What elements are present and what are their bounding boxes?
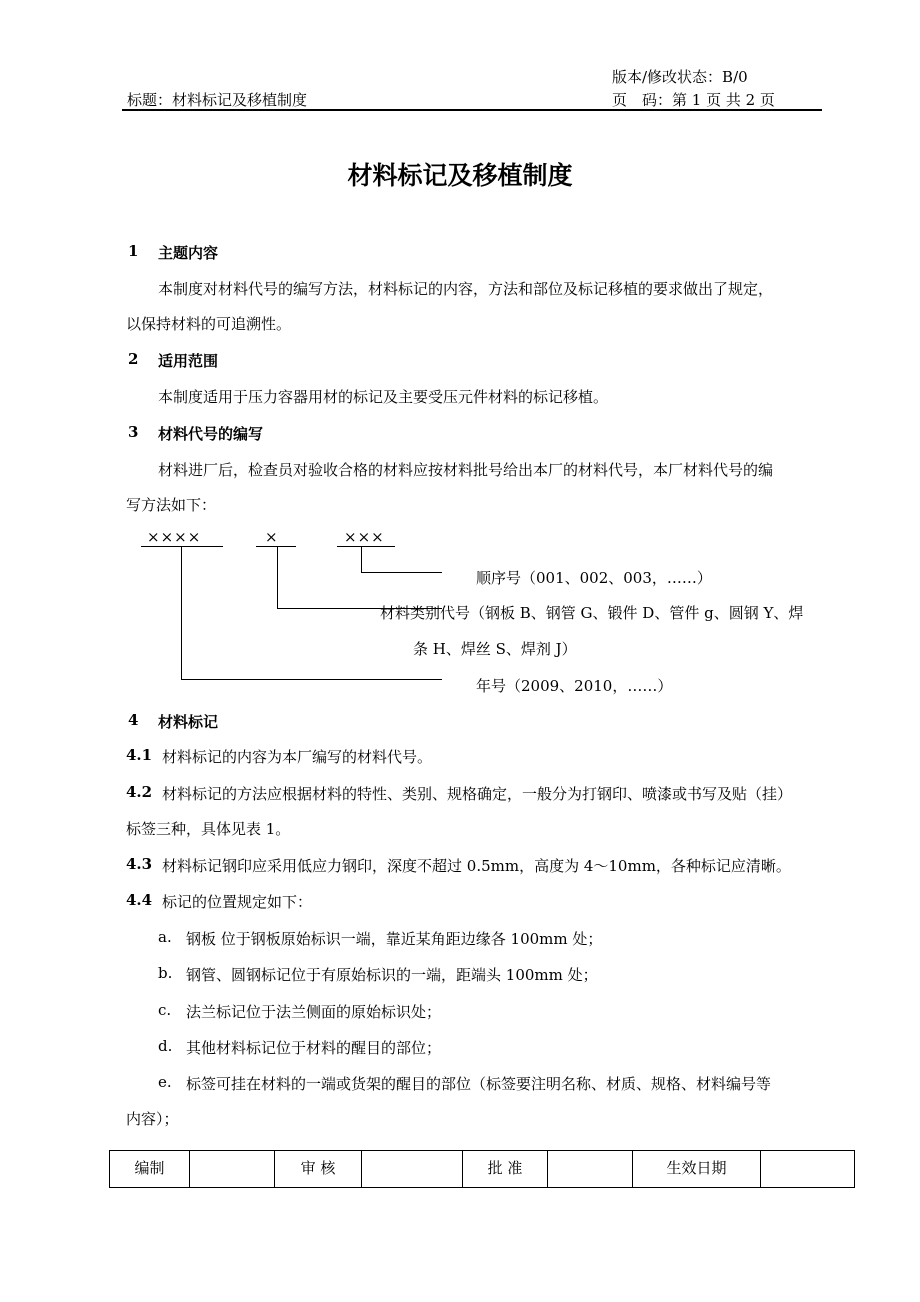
- section-1-para-line1: 本制度对材料代号的编写方法，材料标记的内容，方法和部位及标记移植的要求做出了规定，: [158, 280, 774, 298]
- position-e-text-line2: 内容）；: [126, 1110, 179, 1128]
- position-c-text: 法兰标记位于法兰侧面的原始标识处；: [186, 1003, 442, 1021]
- section-2-number: 2: [128, 350, 139, 368]
- position-b-letter: b.: [158, 964, 173, 982]
- header-title: 标题：材料标记及移植制度: [127, 91, 308, 109]
- item-4-2-text-line1: 材料标记的方法应根据材料的特性、类别、规格确定，一般分为打钢印、喷漆或书写及贴（挂）: [162, 785, 793, 803]
- section-2-para: 本制度适用于压力容器用材的标记及主要受压元件材料的标记移植。: [158, 388, 609, 406]
- section-3-para-line1: 材料进厂后，检查员对验收合格的材料应按材料批号给出本厂的材料代号，本厂材料代号的编: [158, 461, 774, 479]
- document-title: 材料标记及移植制度: [347, 161, 573, 190]
- reviewed-field[interactable]: [362, 1151, 463, 1188]
- prepared-field[interactable]: [190, 1151, 275, 1188]
- effective-date-label: 生效日期: [633, 1151, 761, 1188]
- section-1-number: 1: [128, 242, 139, 260]
- approved-field[interactable]: [548, 1151, 633, 1188]
- code-underline-type: [256, 546, 296, 547]
- position-d-letter: d.: [158, 1037, 173, 1055]
- item-4-3-number: 4.3: [126, 855, 153, 873]
- item-4-2-number: 4.2: [126, 783, 153, 801]
- header-rule: [122, 109, 822, 111]
- section-3-heading: 材料代号的编写: [158, 425, 264, 443]
- code-segment-type: ×: [265, 528, 278, 546]
- item-4-3-text: 材料标记钢印应采用低应力钢印，深度不超过 0.5mm，高度为 4～10mm，各种标记应清晰。: [162, 857, 791, 875]
- position-a-text: 钢板 位于钢板原始标识一端，靠近某角距边缘各 100mm 处；: [186, 930, 603, 948]
- section-4-number: 4: [128, 711, 139, 729]
- code-segment-sequence: ×××: [344, 528, 385, 546]
- label-year: 年号（2009、2010，……）: [476, 677, 673, 695]
- item-4-1-number: 4.1: [126, 746, 153, 764]
- effective-date-field[interactable]: [761, 1151, 855, 1188]
- item-4-4-text: 标记的位置规定如下：: [162, 893, 313, 911]
- version-status: 版本/修改状态：B/0: [612, 68, 748, 86]
- connector-sequence-horizontal: [361, 572, 442, 573]
- item-4-2-text-line2: 标签三种，具体见表 1。: [126, 820, 291, 838]
- section-2-heading: 适用范围: [158, 352, 219, 370]
- prepared-label: 编制: [110, 1151, 190, 1188]
- section-3-para-line2: 写方法如下：: [126, 496, 217, 514]
- section-1-heading: 主题内容: [158, 244, 219, 262]
- position-b-text: 钢管、圆钢标记位于有原始标识的一端，距端头 100mm 处；: [186, 966, 598, 984]
- item-4-1-text: 材料标记的内容为本厂编写的材料代号。: [162, 748, 433, 766]
- position-c-letter: c.: [158, 1001, 172, 1019]
- label-type-line2: 条 H、焊丝 S、焊剂 J）: [413, 640, 577, 658]
- code-underline-year: [141, 546, 223, 547]
- position-d-text: 其他材料标记位于材料的醒目的部位；: [186, 1039, 442, 1057]
- position-e-text-line1: 标签可挂在材料的一端或货架的醒目的部位（标签要注明名称、材质、规格、材料编号等: [186, 1075, 772, 1093]
- connector-sequence-vertical: [361, 547, 362, 572]
- connector-type-vertical: [277, 547, 278, 608]
- position-e-letter: e.: [158, 1073, 172, 1091]
- code-segment-year: ××××: [147, 528, 202, 546]
- section-4-heading: 材料标记: [158, 713, 219, 731]
- connector-year-horizontal: [181, 679, 442, 680]
- section-3-number: 3: [128, 423, 139, 441]
- reviewed-label: 审 核: [275, 1151, 362, 1188]
- item-4-4-number: 4.4: [126, 891, 153, 909]
- connector-year-vertical: [181, 547, 182, 679]
- position-a-letter: a.: [158, 928, 172, 946]
- label-sequence: 顺序号（001、002、003，……）: [476, 569, 712, 587]
- label-type-line1: 材料类别代号（钢板 B、钢管 G、锻件 D、管件 g、圆钢 Y、焊: [380, 604, 804, 622]
- signature-table: [109, 1150, 855, 1188]
- page-info: 页 码：第 1 页 共 2 页: [612, 91, 775, 109]
- section-1-para-line2: 以保持材料的可追溯性。: [126, 315, 292, 333]
- approved-label: 批 准: [463, 1151, 548, 1188]
- code-underline-sequence: [337, 546, 395, 547]
